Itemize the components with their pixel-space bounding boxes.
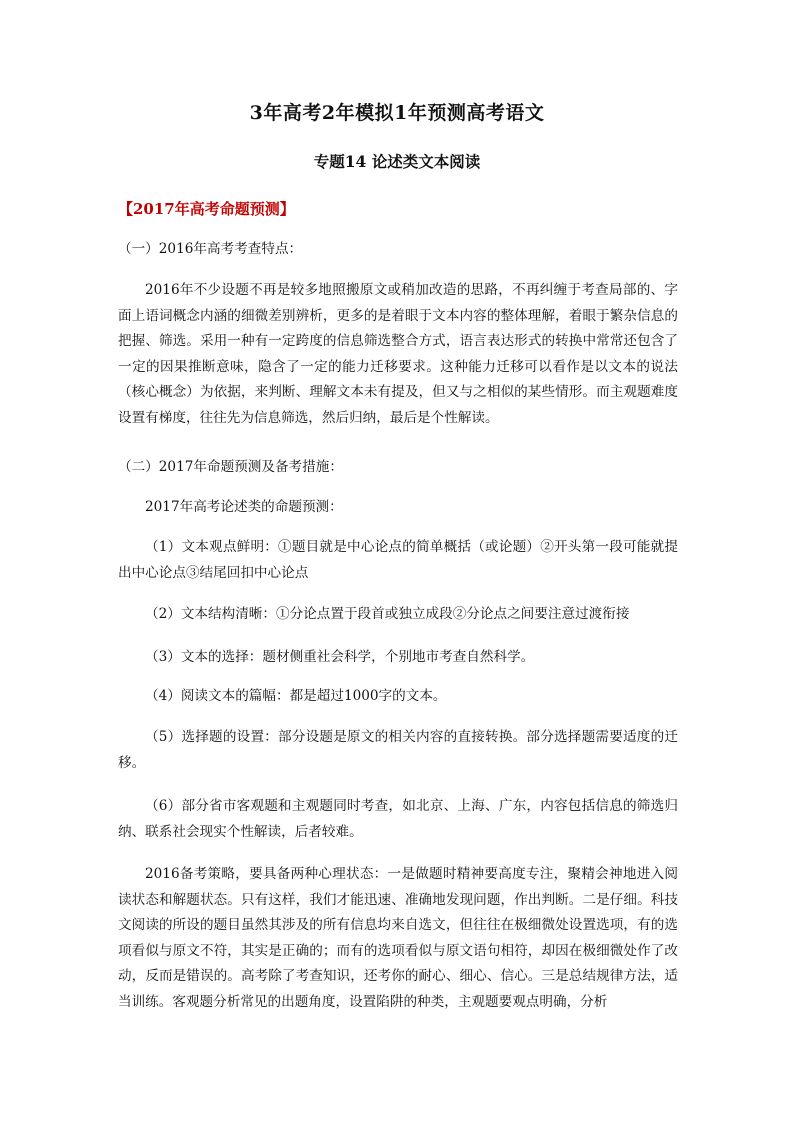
heading-characteristics: （一）2016年高考考查特点： [118, 241, 303, 257]
sub-heading-prediction: 2017年高考论述类的命题预测： [145, 499, 343, 515]
list-item-5: （5）选择题的设置：部分设题是原文的相关内容的直接转换。部分选择题需要适度的迁移。 [118, 729, 678, 771]
list-item-1: （1）文本观点鲜明：①题目就是中心论点的简单概括（或论题）②开头第一段可能就提出中心论点③结尾回扣中心论点 [118, 539, 678, 581]
list-item-3: （3）文本的选择：题材侧重社会科学，个别地市考查自然科学。 [145, 649, 535, 665]
document-title: 3年高考2年模拟1年预测高考语文 [249, 102, 545, 124]
document-subtitle: 专题14 论述类文本阅读 [313, 152, 481, 171]
heading-prediction: （二）2017年命题预测及备考措施： [118, 459, 343, 475]
list-item-6: （6）部分省市客观题和主观题同时考查，如北京、上海、广东，内容包括信息的筛选归纳、联系社会现实个性解读，后者较难。 [118, 798, 678, 840]
paragraph-strategy: 2016备考策略，要具备两种心理状态：一是做题时精神要高度专注，聚精会神地进入阅读状态和解题状态。只有这样，我们才能迅速、准确地发现问题，作出判断。二是仔细。科技文阅读的所设的题目虽然其涉及的所有信息均来自选文，但往往在极细微处设置选项，有的选项看似与原文不符，其实是正确的；而有的选项看似与原文语句相符，却因在极细微处作了改动，反而是错误的。高考除了考查知识，还考你的耐心、细心、信心。三是总结规律方法，适当训练。客观题分析常见的出题角度，设置陷阱的种类，主观题要观点明确，分析 [118, 866, 678, 1010]
list-item-2: （2）文本结构清晰：①分论点置于段首或独立成段②分论点之间要注意过渡衔接 [145, 606, 630, 622]
list-item-4: （4）阅读文本的篇幅：都是超过1000字的文本。 [145, 688, 447, 704]
paragraph-characteristics: 2016年不少设题不再是较多地照搬原文或稍加改造的思路，不再纠缠于考查局部的、字面上语词概念内涵的细微差别辨析，更多的是着眼于文本内容的整体理解，着眼于繁杂信息的把握、筛选。采用一种有一定跨度的信息筛选整合方式，语言表达形式的转换中常常还包含了一定的因果推断意味，隐含了一定的能力迁移要求。这种能力迁移可以看作是以文本的说法（核心概念）为依据，来判断、理解文本未有提及，但又与之相似的某些情形。而主观题难度设置有梯度，往往先为信息筛选，然后归纳，最后是个性解读。 [118, 282, 678, 426]
section-label: 【2017年高考命题预测】 [118, 200, 295, 218]
